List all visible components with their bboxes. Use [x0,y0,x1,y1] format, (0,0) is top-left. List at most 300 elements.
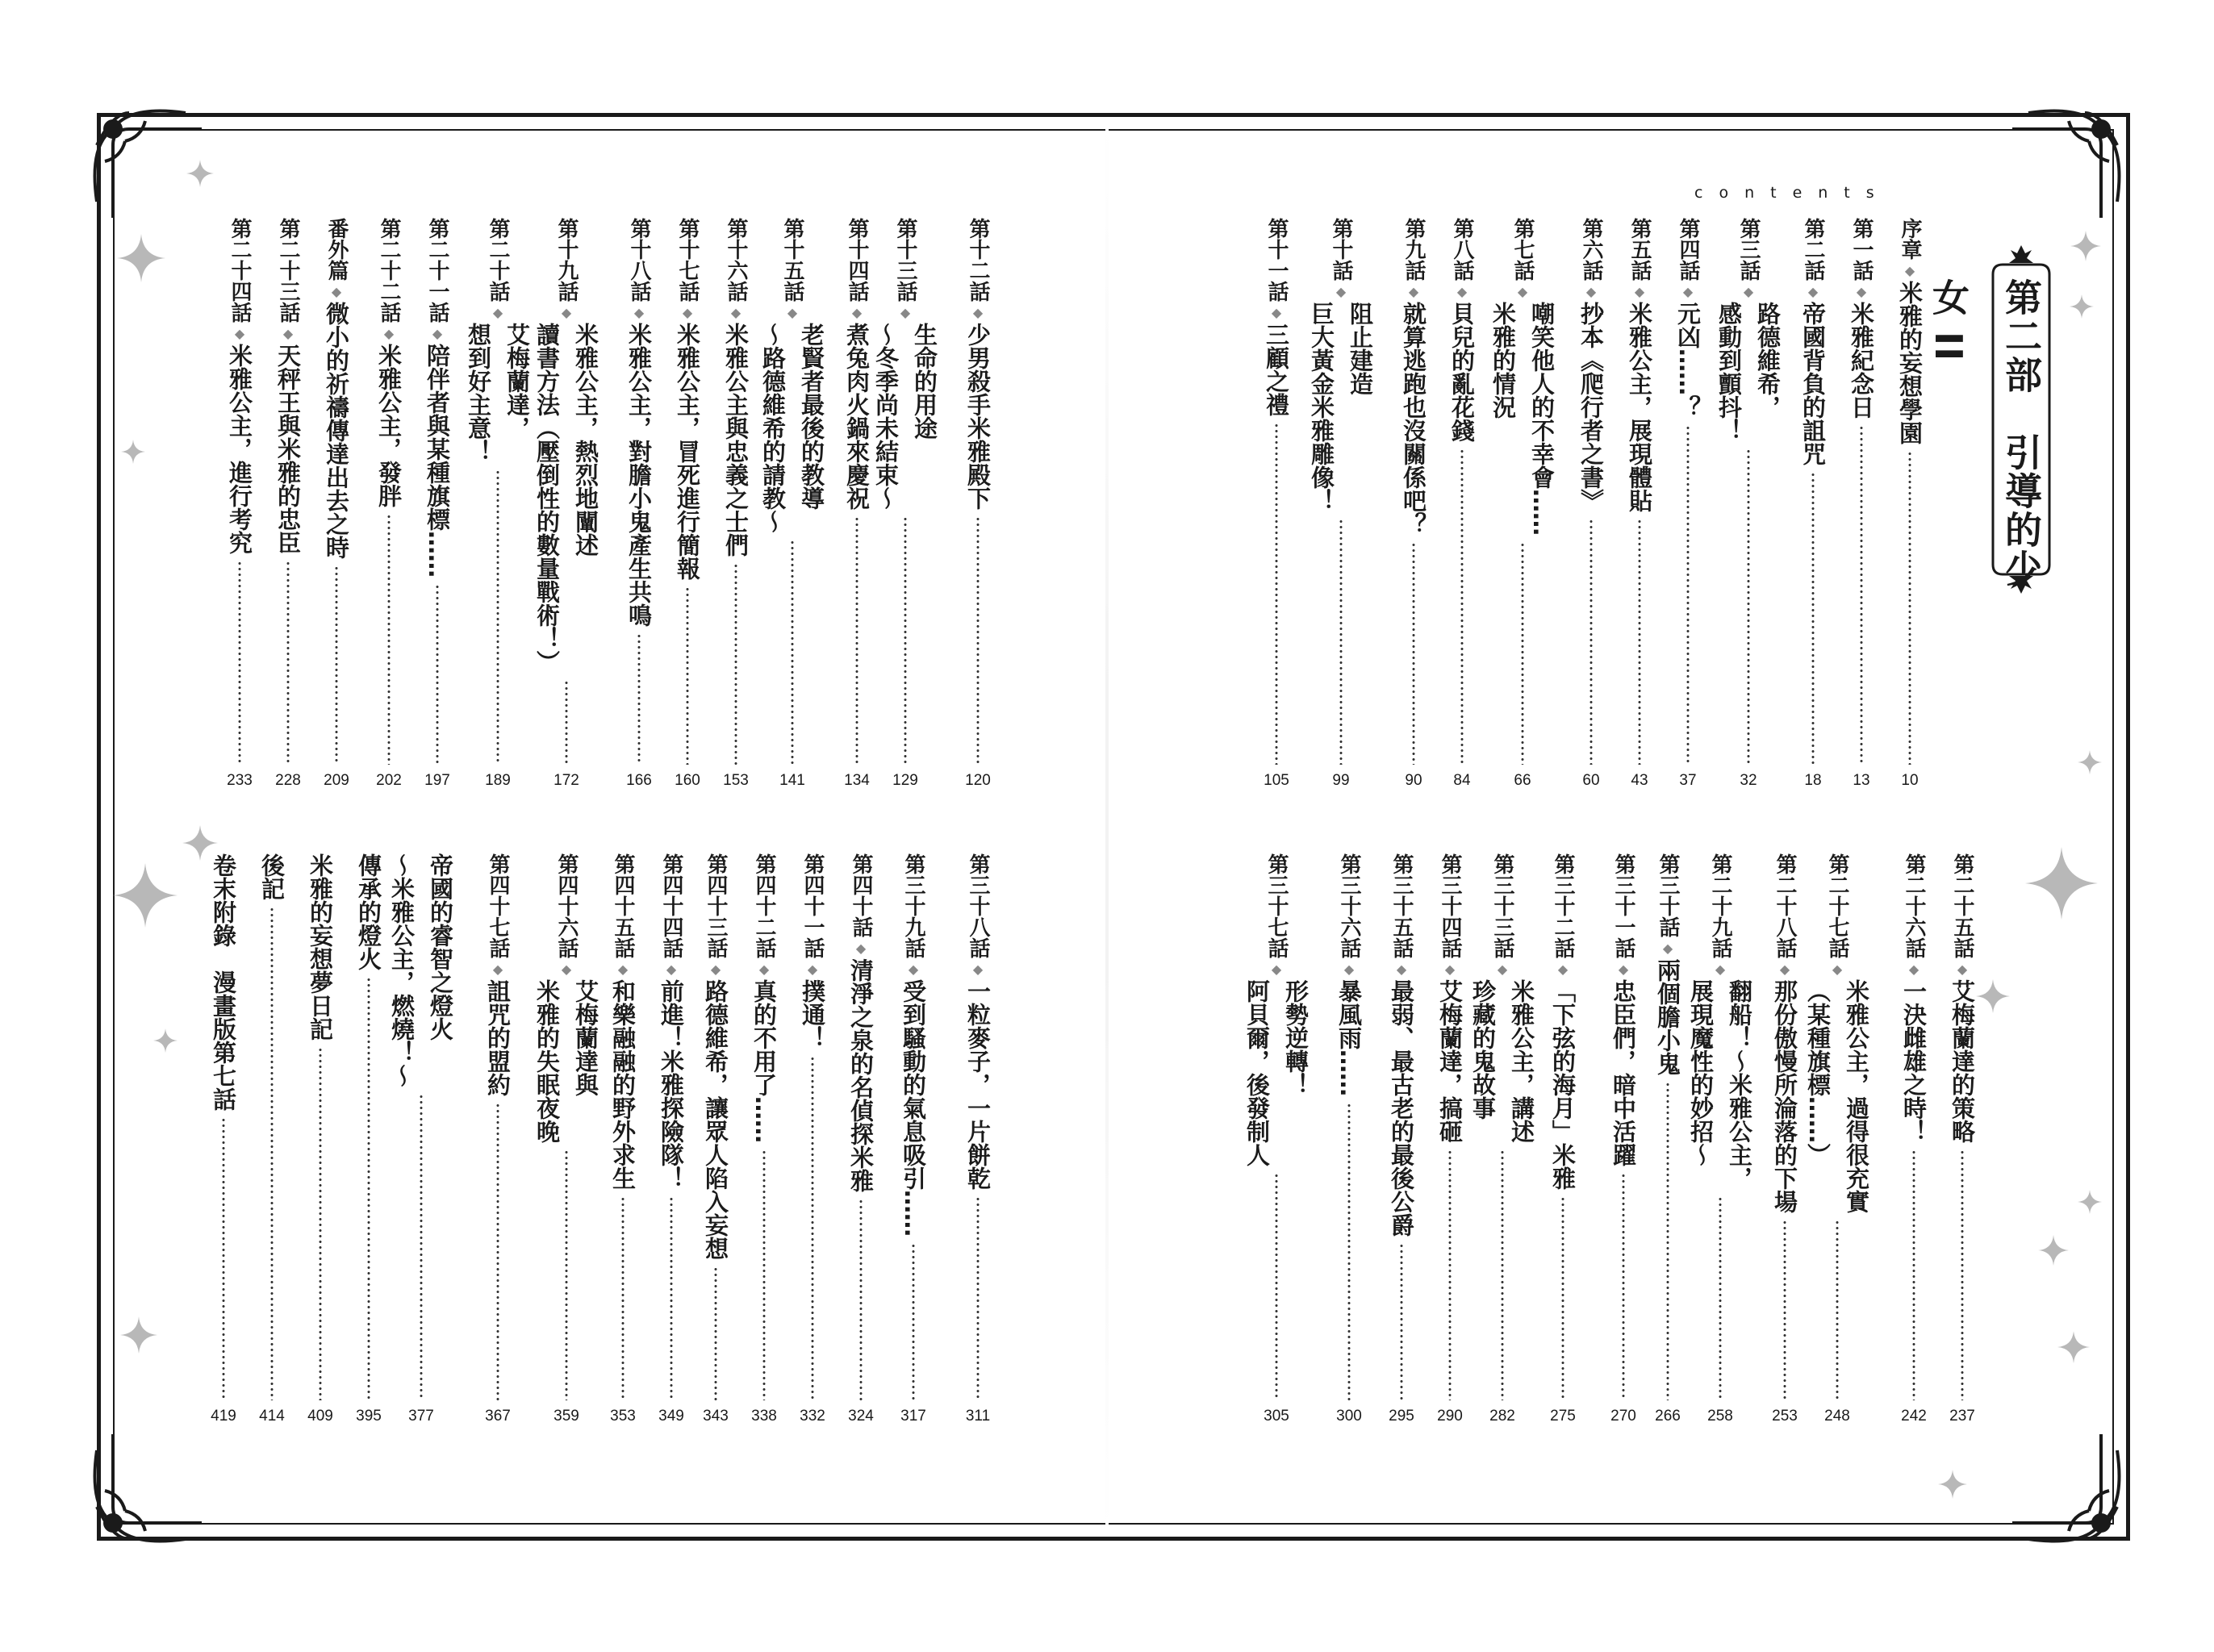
toc-entry[interactable] [960,853,996,1426]
sparkle-icon [2078,1190,2102,1214]
toc-entry[interactable] [1795,218,1831,791]
chapter-title-line: 讀書方法（壓倒性的數量戰術！） [533,323,561,674]
chapter-number: 第三十一話 [1611,853,1635,958]
dot-leader [859,1199,863,1400]
toc-entry[interactable] [605,853,641,1426]
chapter-title [1446,302,1478,442]
chapter-title [1797,302,1829,465]
chapter-title [304,853,336,1041]
dot-leader [762,1149,766,1400]
chapter-number: 第三十七話 [1264,853,1289,958]
diamond-icon: ◆ [1618,962,1629,977]
page-number: 377 [408,1408,434,1425]
diamond-icon: ◆ [234,326,245,341]
sparkle-icon [2025,847,2098,920]
chapter-title [655,979,687,1190]
page-number: 99 [1332,772,1350,789]
chapter-number: 番外篇 [324,218,349,281]
page-number: 349 [658,1408,684,1425]
dot-leader [1686,425,1690,765]
diamond-icon: ◆ [1715,962,1726,977]
toc-entry[interactable] [1444,218,1480,791]
chapter-number: 第三十話 [1656,853,1680,937]
chapter-title [1607,979,1640,1166]
page-number: 32 [1740,772,1757,789]
toc-entry[interactable] [1945,853,1980,1426]
toc-entry[interactable] [746,853,782,1426]
chapter-title-line: 就算逃跑也沒關係吧？ [1400,302,1427,536]
chapter-number: 第二十二話 [377,218,401,323]
chapter-number: 第三十三話 [1490,853,1514,958]
chapter-title [1946,979,1978,1143]
dot-leader [335,565,338,765]
chapter-number: 序章 [1898,218,1922,260]
chapter-title-line: ～路德維希的請教～ [759,323,787,533]
page-number: 253 [1772,1408,1798,1425]
page-number: 66 [1514,772,1531,789]
toc-entry[interactable] [461,218,535,791]
toc-entry[interactable] [384,853,458,1426]
chapter-number: 第四話 [1676,218,1700,281]
page-number: 275 [1550,1408,1576,1425]
chapter-title-line: 一粒麥子，一片餅乾 [964,979,992,1190]
chapter-title-line: 生命的用途 [911,323,938,440]
page-number: 367 [485,1408,511,1425]
toc-entry[interactable] [1384,853,1419,1426]
chapter-number: 第十九話 [554,218,579,302]
page-number: 258 [1707,1408,1733,1425]
diamond-icon: ◆ [1557,962,1569,977]
dot-leader [912,1243,915,1400]
toc-entry[interactable] [270,218,306,791]
toc-entry[interactable] [1304,218,1378,791]
chapter-number: 第六話 [1579,218,1603,281]
chapter-number: 第十二話 [966,218,990,302]
chapter-title-line: 「下弦的海月」米雅 [1549,979,1577,1190]
dot-leader [811,1056,814,1400]
toc-entry[interactable] [254,853,290,1426]
dot-leader [1521,542,1524,765]
chapter-title-line: 米雅的情況 [1489,302,1517,419]
chapter-title [207,853,240,1111]
diamond-icon: ◆ [972,962,984,977]
dot-leader [734,563,737,765]
chapter-title-line: 帝國背負的詛咒 [1799,302,1827,465]
diamond-icon: ◆ [1856,284,1867,299]
chapter-number: 第四十一話 [800,853,825,958]
toc-entry[interactable] [529,853,604,1426]
chapter-title-line: 阻止建造 [1347,302,1374,395]
toc-entry[interactable] [698,853,733,1426]
dot-leader [270,907,274,1400]
dot-leader [1836,1220,1839,1400]
diamond-icon: ◆ [908,962,919,977]
page-number: 295 [1389,1408,1414,1425]
toc-entry[interactable] [795,853,830,1426]
toc-entry[interactable] [319,218,354,791]
toc-entry[interactable] [1800,853,1874,1426]
dot-leader [1783,1220,1786,1400]
chapter-title-line: 米雅公主，展現體貼 [1626,302,1653,512]
chapter-number: 第四十四話 [659,853,683,958]
toc-entry[interactable] [1259,218,1294,791]
diamond-icon: ◆ [807,962,818,977]
toc-entry[interactable] [1892,218,1928,791]
sparkle-icon [120,1316,157,1354]
dot-leader [1622,1173,1625,1400]
chapter-number: 第四十六話 [554,853,579,958]
toc-entry[interactable] [1396,218,1431,791]
chapter-title-line: 巨大黃金米雅雕像！ [1308,302,1335,512]
chapter-title-line: 米雅公主，冒死進行簡報 [674,323,701,580]
chapter-title [1467,979,1538,1143]
sparkle-icon [1976,979,2010,1013]
chapter-number: 第十三話 [893,218,917,302]
dot-leader [286,561,290,765]
chapter-title [272,344,304,554]
chapter-title [1487,302,1558,536]
chapter-number: 第七話 [1510,218,1535,281]
sparkle-icon [186,160,214,187]
diamond-icon: ◆ [1271,962,1282,977]
chapter-number: 第二十九話 [1708,853,1732,958]
dot-leader [1747,448,1750,765]
toc-entry[interactable] [351,853,386,1426]
toc-entry[interactable] [868,218,942,791]
chapter-title-line: 詛咒的盟約 [484,979,512,1096]
chapter-title-line: （某種旗標……） [1804,979,1832,1166]
chapter-title-line: 米雅紀念日 [1848,302,1875,419]
diamond-icon: ◆ [1957,962,1968,977]
sparkle-icon [1938,1470,1967,1499]
toc-entry[interactable] [839,218,875,791]
toc-entry[interactable] [1622,218,1657,791]
toc-entry[interactable] [1239,853,1314,1426]
chapter-number: 第三十六話 [1337,853,1361,958]
toc-entry[interactable] [1573,218,1609,791]
chapter-title-line: 卷末附錄 漫畫版第七話 [210,853,237,1111]
chapter-title [1385,979,1418,1237]
chapter-title [1305,302,1376,512]
dot-leader [1811,472,1815,765]
chapter-title [256,853,288,900]
chapter-number: 第四十二話 [752,853,776,958]
chapter-title [1623,302,1656,512]
chapter-title-line: 少男殺手米雅殿下 [964,323,992,510]
diamond-icon: ◆ [1271,305,1282,320]
diamond-icon: ◆ [666,962,677,977]
diamond-icon: ◆ [1456,284,1468,299]
diamond-icon: ◆ [787,305,798,320]
toc-entry[interactable] [303,853,338,1426]
dot-leader [1908,451,1911,765]
diamond-icon: ◆ [855,941,867,956]
chapter-title-line: 後記 [258,853,286,900]
page-number: 202 [376,772,402,789]
dot-leader [976,516,980,765]
chapter-title-line: 帝國的睿智之燈火 [427,853,454,1041]
dot-leader [714,1266,717,1400]
chapter-title-line: 珍藏的鬼故事 [1469,979,1497,1120]
chapter-title [962,979,994,1190]
dot-leader [436,584,439,765]
chapter-number: 第二十一話 [425,218,449,323]
page-number: 129 [892,772,918,789]
chapter-title-line: 米雅的妄想學園 [1896,281,1924,444]
diamond-icon: ◆ [851,305,863,320]
page-number: 290 [1437,1408,1463,1425]
dot-leader [565,1149,568,1400]
sparkle-icon [117,234,165,282]
diamond-icon: ◆ [900,305,911,320]
chapter-title [1575,302,1607,512]
chapter-title-line: 米雅公主，發胖 [375,344,403,507]
chapter-number: 第二十八話 [1773,853,1797,958]
page-number: 324 [848,1408,874,1425]
page-number: 134 [844,772,870,789]
page-number: 197 [424,772,450,789]
dot-leader [496,469,499,765]
chapter-title [1241,979,1312,1166]
diamond-icon: ◆ [1682,284,1694,299]
toc-entry[interactable] [420,218,455,791]
diamond-icon: ◆ [633,305,645,320]
dot-leader [904,516,907,765]
diamond-icon: ◆ [1497,962,1508,977]
dot-leader [1501,1149,1504,1400]
toc-entry[interactable] [529,218,604,791]
chapter-title-line: 米雅公主，熱烈地闡述 [572,323,599,557]
contents-label: contents [1694,184,1890,202]
toc-entry[interactable] [1465,853,1539,1426]
sparkle-icon [2057,1331,2090,1363]
chapter-title-line: 米雅公主，講述 [1508,979,1535,1143]
chapter-number: 第二話 [1801,218,1825,281]
chapter-number: 第十五話 [780,218,804,302]
toc-entry[interactable] [718,218,754,791]
chapter-title-line: 展現魔性的妙招～ [1687,979,1715,1166]
chapter-title-line: 受到騷動的氣息吸引…… [900,979,927,1237]
toc-entry[interactable] [206,853,241,1426]
dot-leader [670,1196,673,1400]
diamond-icon: ◆ [730,305,741,320]
page-number: 228 [275,772,301,789]
chapter-title-line: 翻船！～米雅公主， [1726,979,1753,1190]
chapter-title [1672,302,1704,419]
toc-entry[interactable] [1545,853,1581,1426]
toc-entry[interactable] [1331,853,1367,1426]
page-number: 37 [1679,772,1697,789]
dot-leader [1347,1103,1351,1400]
chapter-title [1802,979,1873,1213]
chapter-number: 第二十七話 [1825,853,1849,958]
chapter-title [897,979,929,1237]
sparkle-icon [153,1028,178,1053]
chapter-title-line: 路德維希，讓眾人陷入妄想 [702,979,729,1260]
chapter-title-line: 貝兒的亂花錢 [1448,302,1476,442]
chapter-title [482,979,514,1096]
chapter-title [607,979,639,1190]
page-number: 120 [965,772,991,789]
chapter-title-line: 撲通！ [799,979,826,1049]
chapter-title-line: 真的不用了…… [750,979,778,1143]
chapter-title [845,958,877,1192]
page-number: 233 [227,772,253,789]
dot-leader [1460,448,1464,765]
toc-entry[interactable] [960,218,996,791]
page-number: 141 [779,772,805,789]
chapter-number: 第四十三話 [704,853,728,958]
chapter-number: 第三話 [1736,218,1761,281]
chapter-title-line: 清淨之泉的名偵探米雅 [847,958,875,1192]
toc-entry[interactable] [896,853,931,1426]
toc-entry[interactable] [480,853,516,1426]
dot-leader [791,540,794,765]
chapter-number: 第五話 [1627,218,1652,281]
toc-entry[interactable] [670,218,705,791]
diamond-icon: ◆ [1396,962,1407,977]
chapter-title [531,323,602,674]
dot-leader [1400,1243,1403,1400]
chapter-title [531,979,602,1143]
page-number: 90 [1405,772,1422,789]
chapter-title-line: 元凶……？ [1674,302,1702,419]
toc-entry[interactable] [222,218,257,791]
dot-leader [496,1103,499,1400]
chapter-title [1434,979,1466,1143]
dot-leader [976,1196,980,1400]
corner-ornament-icon [2012,97,2133,218]
chapter-number: 第二十五話 [1950,853,1974,958]
toc-entry[interactable] [1844,218,1879,791]
chapter-title-line: 前進！米雅探險隊！ [658,979,685,1190]
page-number: 409 [307,1408,333,1425]
dot-leader [420,1094,423,1400]
sparkle-icon [2070,294,2094,319]
dot-leader [1860,425,1863,765]
diamond-icon: ◆ [1517,284,1528,299]
chapter-title [870,323,941,510]
chapter-title [373,344,405,507]
chapter-title [421,344,453,578]
page-number: 60 [1582,772,1600,789]
corner-ornament-icon [81,97,202,218]
diamond-icon: ◆ [682,305,693,320]
dot-leader [367,977,370,1400]
dot-leader [637,633,641,765]
diamond-icon: ◆ [561,962,572,977]
toc-entry[interactable] [1896,853,1932,1426]
dot-leader [319,1047,322,1400]
sparkle-icon [121,440,145,464]
toc-entry[interactable] [654,853,689,1426]
dot-leader [387,514,391,765]
toc-entry[interactable] [621,218,657,791]
chapter-title [671,323,704,580]
dot-leader [238,561,241,765]
chapter-number: 第二十六話 [1902,853,1926,958]
diamond-icon: ◆ [1408,284,1419,299]
chapter-title-line: 天秤王與米雅的忠臣 [274,344,302,554]
chapter-number: 第十七話 [675,218,700,302]
page-number: 343 [703,1408,729,1425]
page-number: 300 [1336,1408,1362,1425]
page-number: 317 [900,1408,926,1425]
chapter-title [1547,979,1579,1190]
diamond-icon: ◆ [1904,263,1915,278]
dot-leader [1275,423,1278,765]
sparkle-icon [2038,1235,2069,1266]
diamond-icon: ◆ [1634,284,1645,299]
diamond-icon: ◆ [1908,962,1919,977]
dot-leader [1275,1173,1278,1400]
toc-entry[interactable] [1767,853,1803,1426]
diamond-icon: ◆ [282,326,294,341]
toc-entry[interactable] [843,853,879,1426]
toc-entry[interactable] [1683,853,1757,1426]
chapter-number: 第十六話 [724,218,748,302]
toc-entry[interactable] [1485,218,1560,791]
diamond-icon: ◆ [492,962,503,977]
chapter-title [1898,979,1930,1143]
page-number: 172 [554,772,579,789]
chapter-number: 第一話 [1849,218,1874,281]
toc-entry[interactable] [1606,853,1641,1426]
page-number: 395 [356,1408,382,1425]
diamond-icon: ◆ [1343,962,1355,977]
toc-entry[interactable] [371,218,407,791]
chapter-title [1652,958,1684,1075]
toc-entry[interactable] [1711,218,1786,791]
dot-leader [565,680,568,765]
diamond-icon: ◆ [710,962,721,977]
chapter-title [796,979,829,1049]
chapter-title [1397,302,1430,536]
diamond-icon: ◆ [1444,962,1456,977]
chapter-title-line: 艾梅蘭達與 [572,979,599,1096]
chapter-title-line: ～米雅公主，燃燒！～ [388,853,416,1087]
dot-leader [1339,519,1343,765]
sparkle-icon [113,863,178,928]
chapter-title-line: 艾梅蘭達的策略 [1949,979,1976,1143]
dot-leader [1638,519,1641,765]
chapter-title [1769,979,1801,1213]
chapter-title-line: 艾梅蘭達， [503,323,531,440]
toc-entry[interactable] [1432,853,1468,1426]
chapter-title-line: 米雅的妄想夢日記 [307,853,334,1041]
page-number: 43 [1631,772,1648,789]
chapter-title [700,979,732,1260]
chapter-title-line: 三顧之禮 [1263,323,1290,416]
chapter-title [223,344,256,554]
toc-entry[interactable] [755,218,829,791]
page-number: 153 [723,772,749,789]
chapter-title-line: ～冬季尚未結束～ [872,323,900,510]
chapter-title [353,853,385,970]
page-number: 414 [259,1408,285,1425]
chapter-title-line: 米雅公主，對膽小鬼產生共鳴 [625,323,653,627]
toc-entry[interactable] [1670,218,1706,791]
chapter-title-line: 一決雌雄之時！ [1900,979,1928,1143]
diamond-icon: ◆ [492,305,503,320]
diamond-icon: ◆ [1743,284,1754,299]
diamond-icon: ◆ [331,284,342,299]
chapter-title-line: 米雅公主，進行考究 [226,344,253,554]
page-number: 359 [554,1408,579,1425]
page-number: 332 [800,1408,825,1425]
toc-entry[interactable] [1650,853,1686,1426]
chapter-number: 第十話 [1329,218,1353,281]
